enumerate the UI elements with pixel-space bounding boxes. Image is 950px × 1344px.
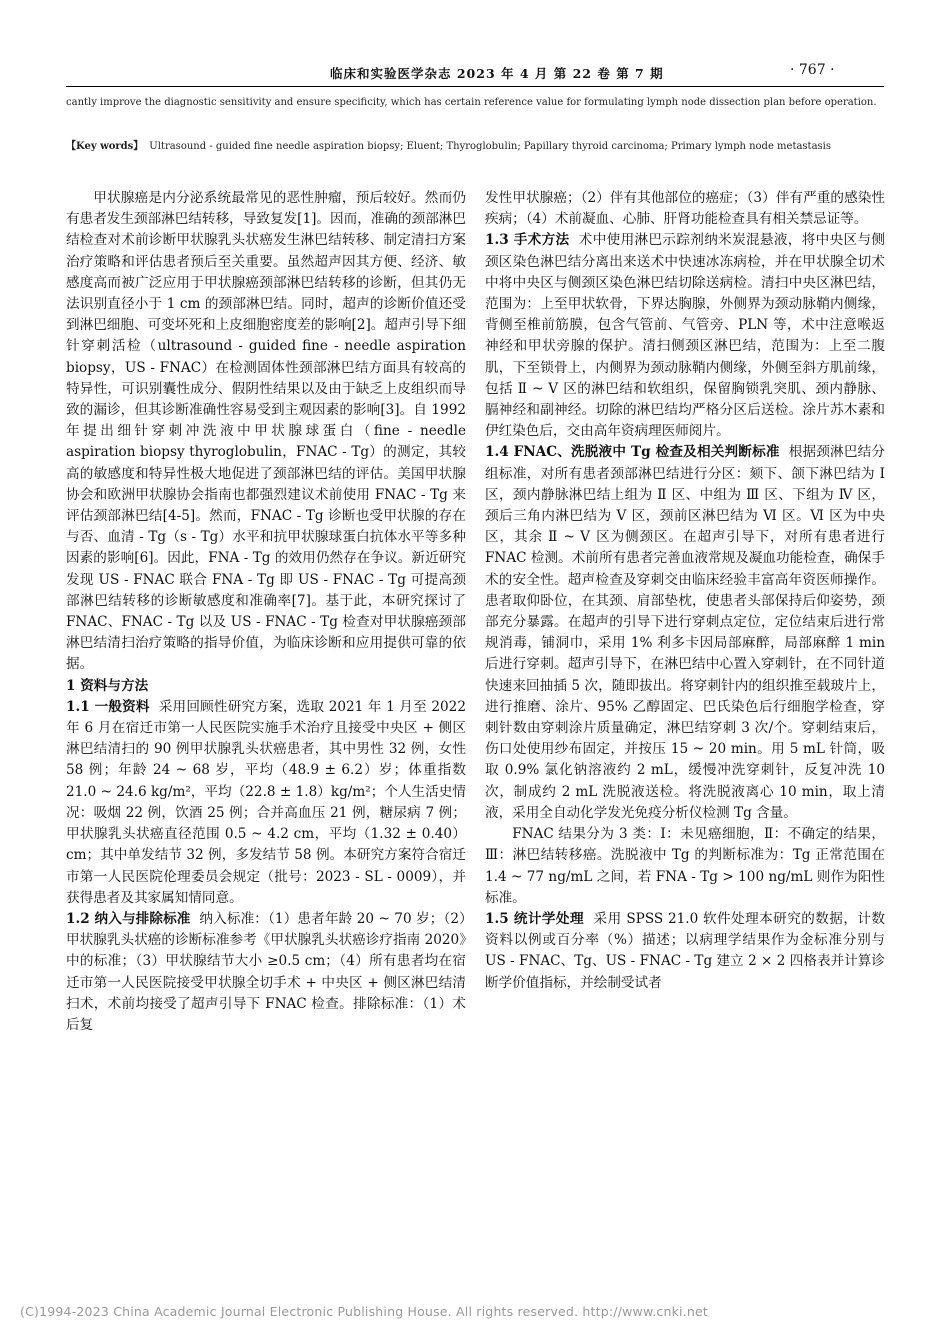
section-1-2-text: 纳入标准：（1）患者年龄 20 ~ 70 岁；（2）甲状腺乳头状癌的诊断标准参考《甲状腺乳头状癌诊疗指南 2020》中的标准；（3）甲状腺结节大小 ≥0.5 cm；（4）所有患者均在宿迁市第一人民医院接受甲状腺全切手术 + 中央区 + 侧区淋巴结清扫术，术前均接受了超声引导下 FNAC 检查。排除标准：（1）术后复: [66, 910, 466, 1033]
section-1-3-title: 1.3 手术方法: [485, 232, 570, 249]
header-rule: [66, 86, 884, 87]
section-1-4-criteria: FNAC 结果分为 3 类：Ⅰ：未见癌细胞，Ⅱ：不确定的结果，Ⅲ：淋巴结转移癌。洗脱液中 Tg 的判断标准为：Tg 正常范围在 1.4 ~ 77 ng/mL 之间，若 FNA - Tg > 100 ng/mL 则作为阳性标准。: [485, 826, 885, 906]
keywords-label: 【Key words】: [66, 141, 144, 152]
section-1-3: [485, 230, 885, 442]
intro-paragraph: 甲状腺癌是内分泌系统最常见的恶性肿瘤，预后较好。然而仍有患者发生颈部淋巴结转移，导致复发[1]。因而，准确的颈部淋巴结检查对术前诊断甲状腺乳头状癌发生淋巴结转移、制定清扫方案治疗策略和评估患者预后至关重要。虽然超声因其方便、经济、敏感度高而被广泛应用于甲状腺癌颈部淋巴结转移的诊断，但其仍无法识别直径小于 1 cm 的颈部淋巴结。同时，超声的诊断价值还受到淋巴细胞、可变坏死和上皮细胞密度差的影响[2]。超声引导下细针穿刺活检（ultrasound - guided fine - needle aspiration biopsy，US - FNAC）在检测固体性颈部淋巴结方面具有较高的特异性，可识别囊性成分、假阴性结果以及由于缺乏上皮组织而导致的漏诊，但其诊断准确性容易受到主观因素的影响[3]。自 1992 年提出细针穿刺冲洗液中甲状腺球蛋白（fine - needle aspiration biopsy thyroglobulin，FNAC - Tg）的测定，其较高的敏感度和特异性极大地促进了颈部淋巴结的评估。美国甲状腺协会和欧洲甲状腺协会指南也都强烈建议术前使用 FNAC - Tg 来评估颈部淋巴结[4-5]。然而，FNAC - Tg 诊断也受甲状腺的存在与否、血清 - Tg（s - Tg）水平和抗甲状腺球蛋白抗体水平等多种因素的影响[6]。因此，FNA - Tg 的效用仍然存在争议。新近研究发现 US - FNAC 联合 FNA - Tg 即 US - FNAC - Tg 可提高颈部淋巴结转移的诊断敏感度和准确率[7]。基于此，本研究探讨了 FNAC、FNAC - Tg 以及 US - FNAC - Tg 检查对甲状腺癌颈部淋巴结清扫治疗策略的指导价值，为临床诊断和应用提供可靠的依据。: [66, 190, 466, 673]
section-1-2: [66, 909, 466, 1036]
page-number: · 767 ·: [790, 62, 835, 78]
abstract-tail: cantly improve the diagnostic sensitivity and ensure specificity, which has certain reference value for formulating lymph node dissection plan before operation.: [66, 97, 877, 108]
section-1-1: [66, 697, 466, 909]
section-1-2-title: 1.2 纳入与排除标准: [66, 910, 191, 927]
section-1-5: [485, 909, 885, 994]
keywords-text: Ultrasound - guided fine needle aspiration biopsy; Eluent; Thyroglobulin; Papillary thyroid carcinoma; Primary lymph node metastasis: [149, 141, 832, 152]
section-1-4-text: 根据颈淋巴结分组标准，对所有患者颈部淋巴结进行分区：颏下、颌下淋巴结为 Ⅰ 区，颈内静脉淋巴结上组为 Ⅱ 区、中组为 Ⅲ 区、下组为 Ⅳ 区，颈后三角内淋巴结为 Ⅴ 区，颈前区淋巴结为 Ⅵ 区。Ⅵ 区为中央区，其余 Ⅱ ~ Ⅴ 区为侧颈区。在超声引导下，对所有患者进行 FNAC 检测。术前所有患者完善血液常规及凝血功能检查，确保手术的安全性。超声检查及穿刺交由临床经验丰富高年资医师操作。患者取仰卧位，在其颈、肩部垫枕，使患者头部保持后仰姿势，颈部充分暴露。在超声的引导下进行穿刺点定位，定位结束后进行常规消毒，铺洞巾，采用 1% 利多卡因局部麻醉，局部麻醉 1 min 后进行穿刺。超声引导下，在淋巴结中心置入穿刺针，在不同针道快速来回抽插 5 次，随即拔出。将穿刺针内的组织推至载玻片上，进行推磨、涂片、95% 乙醇固定、巴氏染色后行细胞学检查，穿刺针数由穿刺涂片质量确定，淋巴结穿刺 3 次/个。穿刺结束后，伤口处使用纱布固定，并按压 15 ~ 20 min。用 5 mL 针筒，吸取 0.9% 氯化钠溶液约 2 mL，缓慢冲洗穿刺针，反复冲洗 10 次，制成约 2 mL 洗脱液送检。将洗脱液离心 10 min，取上清液，采用全自动化学发光免疫分析仪检测 Tg 含量。: [485, 444, 885, 821]
section-1-4: [485, 442, 885, 824]
keywords: [66, 139, 884, 154]
section-1-5-title: 1.5 统计学处理: [485, 910, 584, 927]
left-column: [66, 188, 466, 1036]
section-1-1-text: 采用回顾性研究方案，选取 2021 年 1 月至 2022 年 6 月在宿迁市第一人民医院实施手术治疗且接受中央区 + 侧区淋巴结清扫的 90 例甲状腺乳头状癌患者，其中男性 32 例，女性 58 例；年龄 24 ~ 68 岁，平均（48.9 ± 6.2）岁；体重指数 21.0 ~ 24.6 kg/m²，平均（22.8 ± 1.8）kg/m²；个人生活史情况：吸烟 22 例，饮酒 25 例；合并高血压 21 例，糖尿病 7 例；甲状腺乳头状癌直径范围 0.5 ~ 4.2 cm，平均（1.32 ± 0.40）cm；其中单发结节 32 例，多发结节 58 例。本研究方案符合宿迁市第一人民医院伦理委员会规定（批号：2023 - SL - 0009），并获得患者及其家属知情同意。: [66, 698, 466, 906]
section-1-5-text: 采用 SPSS 21.0 软件处理本研究的数据，计数资料以例或百分率（%）描述；以病理学结果作为金标准分别与 US - FNAC、Tg、US - FNAC - Tg 建立 2 × 2 四格表并计算诊断学价值指标，并绘制受试者: [485, 910, 885, 991]
section-1-2-continued: 发性甲状腺癌；（2）伴有其他部位的癌症；（3）伴有严重的感染性疾病；（4）术前凝血、心肺、肝肾功能检查具有相关禁忌证等。: [485, 190, 885, 228]
journal-citation: 临床和实验医学杂志 2023 年 4 月 第 22 卷 第 7 期: [330, 66, 664, 81]
copyright-footer: (C)1994-2023 China Academic Journal Electronic Publishing House. All rights reserved. http://www.cnki.net: [20, 1304, 708, 1319]
right-column: [485, 188, 885, 994]
section-1-4-title: 1.4 FNAC、洗脱液中 Tg 检查及相关判断标准: [485, 444, 780, 461]
section-1-3-text: 术中使用淋巴示踪剂纳米炭混悬液，将中央区与侧颈区染色淋巴结分离出来送术中快速冰冻病检，并在甲状腺全切术中将中央区与侧颈区染色淋巴结切除送病检。清扫中央区淋巴结，范围为：上至甲状软骨，下界达胸腺，外侧界为颈动脉鞘内侧缘，背侧至椎前筋膜，包含气管前、气管旁、PLN 等，术中注意喉返神经和甲状旁腺的保护。清扫侧颈区淋巴结，范围为：上至二腹肌，下至锁骨上，内侧界为颈动脉鞘内侧缘，外侧至斜方肌前缘，包括 Ⅱ ~ Ⅴ 区的淋巴结和软组织，保留胸锁乳突肌、颈内静脉、膈神经和副神经。切除的淋巴结均严格分区后送检。涂片苏木素和伊红染色后，交由高年资病理医师阅片。: [485, 232, 885, 440]
running-header: [0, 58, 950, 88]
section-1-1-title: 1.1 一般资料: [66, 698, 150, 715]
section-1-title: 1 资料与方法: [66, 677, 149, 694]
